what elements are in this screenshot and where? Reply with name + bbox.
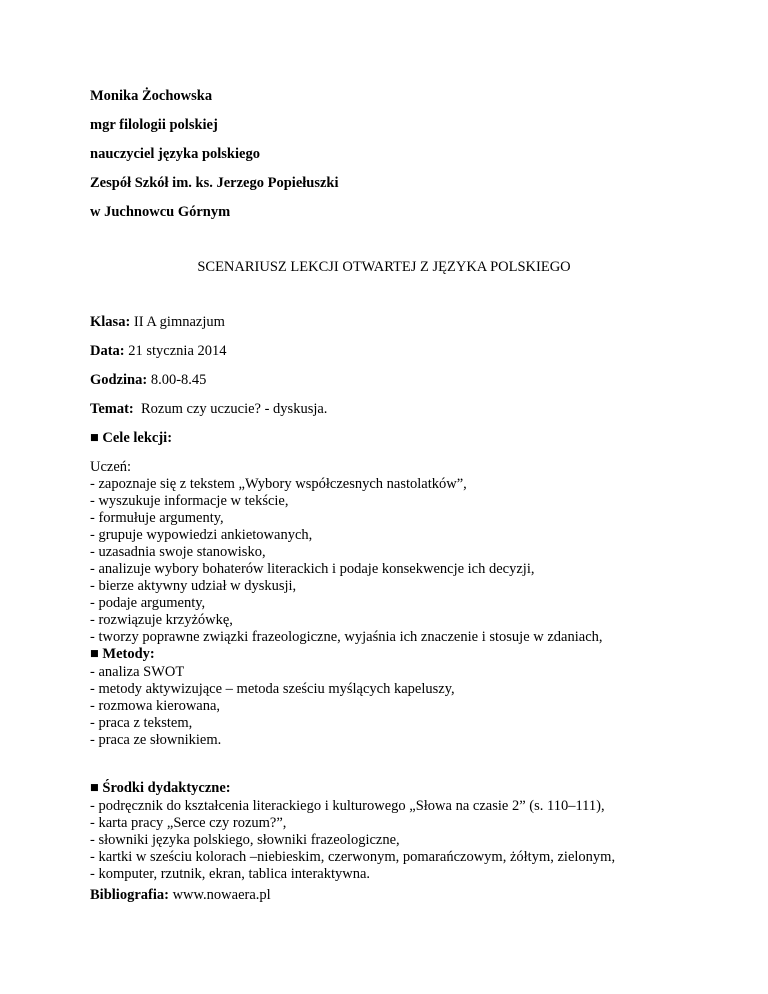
hour-label: Godzina: xyxy=(90,372,148,388)
resources-heading: ■ Środki dydaktyczne: xyxy=(90,780,231,796)
topic-value: Rozum czy uczucie? - dyskusja. xyxy=(133,401,328,417)
methods-heading: ■ Metody: xyxy=(90,646,155,662)
date-row xyxy=(90,342,227,360)
class-value: II A gimnazjum xyxy=(130,314,225,330)
topic-row xyxy=(90,400,327,418)
author-school: Zespół Szkół im. ks. Jerzego Popiełuszki xyxy=(90,175,339,191)
hour-row xyxy=(90,371,206,389)
goal-item: - grupuje wypowiedzi ankietowanych, xyxy=(90,527,313,543)
method-item: - praca z tekstem, xyxy=(90,715,193,731)
goals-intro: Uczeń: xyxy=(90,459,132,475)
goal-item: - analizuje wybory bohaterów literackich i podaje konsekwencje ich decyzji, xyxy=(90,561,535,577)
resource-item: - karta pracy „Serce czy rozum?”, xyxy=(90,815,287,831)
author-position: nauczyciel języka polskiego xyxy=(90,146,260,162)
goal-item: - formułuje argumenty, xyxy=(90,510,224,526)
bibliography-label: Bibliografia: xyxy=(90,887,169,903)
goals-heading: ■ Cele lekcji: xyxy=(90,430,173,446)
method-item: - metody aktywizujące – metoda sześciu myślących kapeluszy, xyxy=(90,681,455,697)
resource-item: - słowniki języka polskiego, słowniki frazeologiczne, xyxy=(90,832,400,848)
author-location: w Juchnowcu Górnym xyxy=(90,204,231,220)
goal-item: - tworzy poprawne związki frazeologiczne, wyjaśnia ich znaczenie i stosuje w zdaniach, xyxy=(90,629,603,645)
author-name: Monika Żochowska xyxy=(90,88,213,104)
bibliography-value: www.nowaera.pl xyxy=(168,887,271,903)
class-row xyxy=(90,313,225,331)
date-value: 21 stycznia 2014 xyxy=(124,343,227,359)
goals-list xyxy=(90,476,603,646)
method-item: - praca ze słownikiem. xyxy=(90,732,222,748)
method-item: - rozmowa kierowana, xyxy=(90,698,221,714)
goal-item: - uzasadnia swoje stanowisko, xyxy=(90,544,266,560)
goal-item: - bierze aktywny udział w dyskusji, xyxy=(90,578,297,594)
hour-value: 8.00-8.45 xyxy=(147,372,207,388)
topic-label: Temat: xyxy=(90,401,134,417)
author-degree: mgr filologii polskiej xyxy=(90,117,218,133)
resource-item: - komputer, rzutnik, ekran, tablica interaktywna. xyxy=(90,866,371,882)
method-item: - analiza SWOT xyxy=(90,664,185,680)
resource-item: - podręcznik do kształcenia literackiego i kulturowego „Słowa na czasie 2” (s. 110–111), xyxy=(90,798,605,814)
goal-item: - rozwiązuje krzyżówkę, xyxy=(90,612,233,628)
goal-item: - zapoznaje się z tekstem „Wybory współczesnych nastolatków”, xyxy=(90,476,467,492)
resources-list xyxy=(90,798,615,883)
resource-item: - kartki w sześciu kolorach –niebieskim, czerwonym, pomarańczowym, żółtym, zielonym, xyxy=(90,849,616,865)
date-label: Data: xyxy=(90,343,125,359)
bibliography-row xyxy=(90,886,271,904)
goal-item: - podaje argumenty, xyxy=(90,595,206,611)
methods-list xyxy=(90,664,455,749)
goal-item: - wyszukuje informacje w tekście, xyxy=(90,493,289,509)
document-title: SCENARIUSZ LEKCJI OTWARTEJ Z JĘZYKA POLSKIEGO xyxy=(197,259,571,275)
class-label: Klasa: xyxy=(90,314,131,330)
